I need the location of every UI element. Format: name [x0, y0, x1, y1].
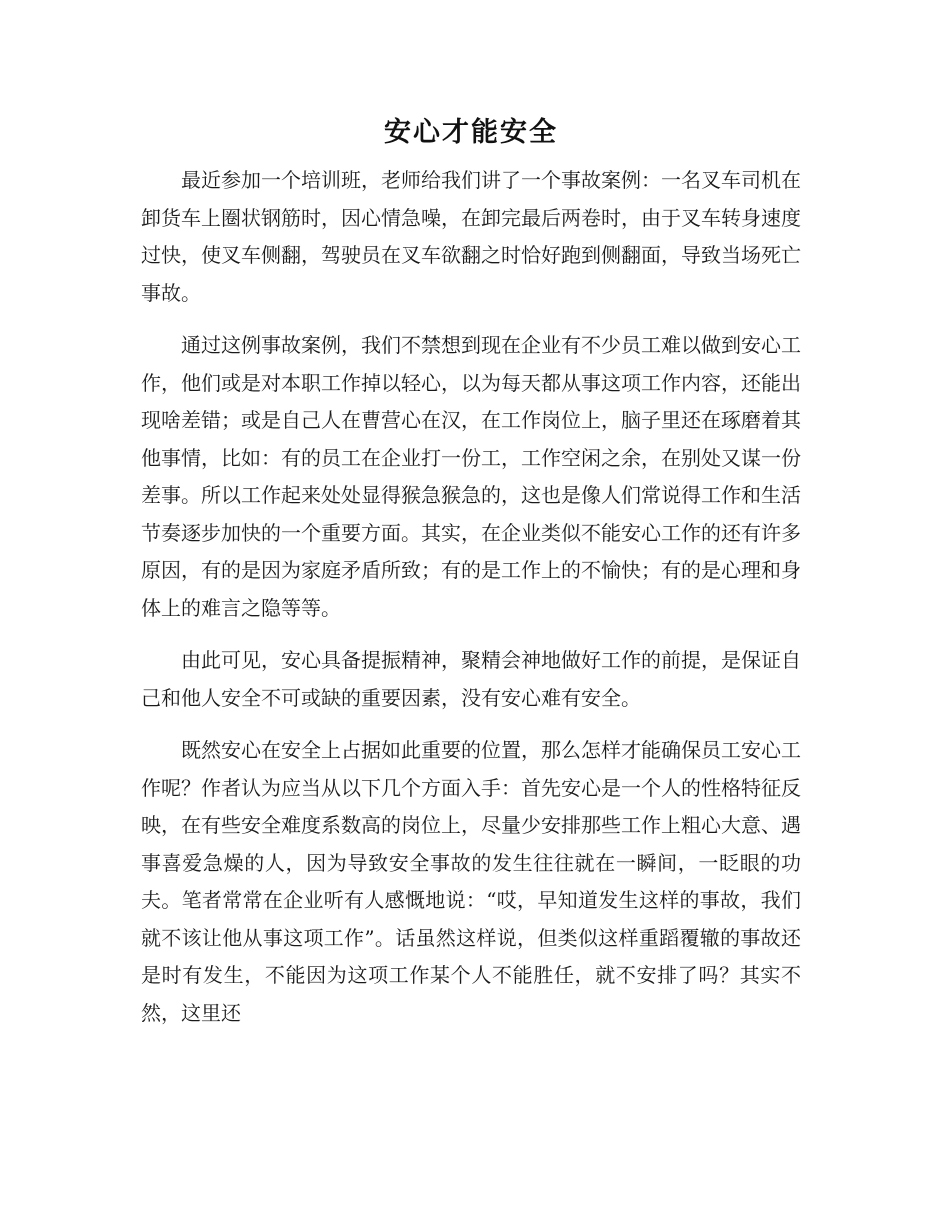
paragraph-1: 最近参加一个培训班，老师给我们讲了一个事故案例：一名叉车司机在卸货车上圈状钢筋时，因心情急噪，在卸完最后两卷时，由于叉车转身速度过快，使叉车侧翻，驾驶员在叉车欲翻之时恰好跑到侧翻面，导致当场死亡事故。 [141, 168, 801, 305]
paragraph-2: 通过这例事故案例，我们不禁想到现在企业有不少员工难以做到安心工作，他们或是对本职工作掉以轻心，以为每天都从事这项工作内容，还能出现啥差错；或是自己人在曹营心在汉，在工作岗位上，脑子里还在琢磨着其他事情，比如：有的员工在企业打一份工，工作空闲之余，在别处又谋一份差事。所以工作起来处处显得猴急猴急的，这也是像人们常说得工作和生活节奏逐步加快的一个重要方面。其实，在企业类似不能安心工作的还有许多原因，有的是因为家庭矛盾所致；有的是工作上的不愉快；有的是心理和身体上的难言之隐等等。 [141, 333, 801, 620]
document-title: 安心才能安全 [384, 117, 558, 148]
paragraph-3: 由此可见，安心具备提振精神，聚精会神地做好工作的前提，是保证自己和他人安全不可或缺的重要因素，没有安心难有安全。 [141, 648, 801, 710]
document-body [141, 112, 801, 1032]
paragraph-4: 既然安心在安全上占据如此重要的位置，那么怎样才能确保员工安心工作呢？作者认为应当从以下几个方面入手：首先安心是一个人的性格特征反映，在有些安全难度系数高的岗位上，尽量少安排那些工作上粗心大意、遇事喜爱急燥的人，因为导致安全事故的发生往往就在一瞬间，一眨眼的功夫。笔者常常在企业听有人感慨地说：“哎，早知道发生这样的事故，我们就不该让他从事这项工作”。话虽然这样说，但类似这样重蹈覆辙的事故还是时有发生，不能因为这项工作某个人不能胜任，就不安排了吗？其实不然，这里还 [141, 738, 801, 1025]
